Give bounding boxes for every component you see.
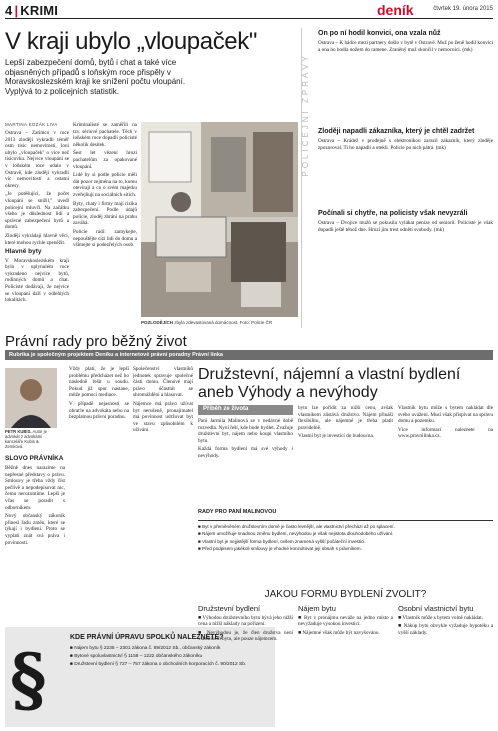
caption-bold: POZLODĚJÍCH xyxy=(141,320,174,325)
brief-text: Ostrava – Krádež v prodejně s elektronikou zarazil zákazník, který zloděje zpozoroval. Ti ho napadli a utekli. Policie po nich pátrá. (mk) xyxy=(318,138,493,151)
paragraph: Ostrava – Zatímco v roce 2013 zloději vykradli téměř osm tisíc nemovitostí, loni ubylo „vloupaček" o více než tisícovku. Nejvíce vloupání se v loňském roce udalo v Ostravě, kde zloději vykradli víc nemovitostí a ostatní okresy. xyxy=(5,130,69,189)
brief-2 xyxy=(318,128,493,151)
author-caption xyxy=(5,429,57,449)
paragraph: Kriminalisté se zaměřili na tzv. sériové pachatele. Těch v loňském roce dopadli policisté několik desítek. xyxy=(73,122,137,148)
author-column-heading: SLOVO PRÁVNÍKA xyxy=(5,455,64,462)
author-photo xyxy=(5,368,57,428)
subheading: Osobní vlastnictví bytu xyxy=(398,604,474,613)
author-name: PETR KUBIS. xyxy=(5,429,32,434)
page-header xyxy=(5,3,493,19)
paragraph: Zloději vykrádají hlavně věci, které mohou rychle zpeněžit. xyxy=(5,232,69,246)
page-number: 4 xyxy=(5,3,13,18)
paragraph: ■ Nájemné však může být navyšováno. xyxy=(298,629,380,636)
brief-title: Počínali si chytře, na policisty však nevyzráli xyxy=(318,210,468,217)
subheading: Družstevní bydlení xyxy=(198,604,261,613)
list-item: ■ Vlastní byt je nejjistější forma bydlení, ovšem znamená vyšší počáteční investici. xyxy=(198,538,366,544)
paragraph: Vlastník bytu může s bytem nakládat dle svého uvážení. Musí však přispívat na správu domu a pozemku. xyxy=(398,405,493,425)
paragraph: Lidé by si podle policie měli dát pozor zejména na to, komu otevírají a co o svém majetku zveřejňují na sociálních sítích. xyxy=(73,172,137,198)
info-box-title: KDE PRÁVNÍ ÚPRAVU SPOLKŮ NALEZNETE? xyxy=(70,634,224,641)
paragraph: Společenství vlastníků jednotek spravuje společné části domu. Členové mají právo účastnit se shromáždění a hlasovat. xyxy=(133,366,193,399)
main-headline: V kraji ubylo „vloupaček" xyxy=(5,28,257,55)
paragraph: bytu lze pořídit za nižší cenu, avšak vlastníkem zůstává družstvo. Nájem přináší flexibilitu, ale nájemné je třeba platit pravidelně. xyxy=(298,405,393,431)
article-column-2 xyxy=(298,405,393,505)
section-name: KRIMI xyxy=(20,3,59,18)
author-column xyxy=(5,465,65,623)
main-column-1 xyxy=(5,130,69,320)
subheading: Hlavně byty xyxy=(5,248,42,256)
paragraph: ■ Výhodou družstevního bytu bývá jeho nižší cena a nižší náklady na pořízení. xyxy=(198,614,293,628)
list-item: ■ Byt v přeměněném družstevním domě je často levnější, ale vlastnictví přechází až po splacení. xyxy=(198,524,395,529)
author-description: Autor je advokát z advokátní kanceláře Kubis & Zemková. xyxy=(5,429,47,449)
brief-text: Ostrava – K hádce mezi partnery došlo v bytě v Ostravě. Muž po ženě hodil konvici a ona ho bodla nožem do ramene. Zraněný muž skončil v nemocnici. (mk) xyxy=(318,40,493,53)
vertical-label: POLICEJNÍ ZPRÁVY xyxy=(301,53,310,177)
pravni-linka-logo xyxy=(10,642,60,712)
paragraph: Každá forma bydlení má své výhody i nevýhody. xyxy=(198,446,293,459)
legal-section-heading: Právní rady pro běžný život xyxy=(5,333,187,350)
brief-title: On po ní hodil konvici, ona vzala nůž xyxy=(318,30,441,37)
forms-column-1 xyxy=(198,604,293,728)
paragraph: Vlastní byt je investicí do budoucna. xyxy=(298,433,375,440)
paragraph: Více informací naleznete na www.pravnilinka.cz. xyxy=(398,426,493,440)
brief-text: Ostrava – Dvojice mužů se pokusila vylákat peníze od seniorů. Policisté je však dopadli ještě téhož dne. Hrozí jim trest odnětí svobody. (mk) xyxy=(318,220,493,233)
paragraph: „Je potěšující, že počet vloupání se snížil," uvedl policejní mluvčí. Na začátku všeho je důslednost lidí a správné zabezpečení bytů a domů. xyxy=(5,191,69,231)
paragraph: Běžně dnes narazíme na nepřesné představy o právu. Smlouvy je třeba vždy číst pečlivě a nepodepisovat nic, čemu nerozumíme. Lepší je včas se poradit s odborníkem. xyxy=(5,465,65,511)
list-item: ■ Družstevní bydlení § 727 – 757 zákona o obchodních korporacích č. 90/2012 Sb. xyxy=(70,662,247,668)
list-item: ■ Nájem umožňuje snadnou změnu bydlení, nevýhodou je však nejistota dlouhodobého užívání. xyxy=(198,531,394,537)
svg-text:§: § xyxy=(10,642,47,712)
brief-1 xyxy=(318,30,493,53)
list-item: ■ Nájem bytu § 2235 – 2301 zákona č. 89/2012 Sb., občanský zákoník xyxy=(70,646,221,651)
article-headline: Družstevní, nájemní a vlastní bydlení aneb Výhody a nevýhody xyxy=(198,366,461,401)
forms-column-3 xyxy=(398,604,493,728)
forms-heading: JAKOU FORMU BYDLENÍ ZVOLIT? xyxy=(264,589,427,600)
paragraph: V případě nejasností se obraťte na advokáta nebo na bezplatnou právní poradnu. xyxy=(69,400,129,421)
legal-column-3 xyxy=(133,366,193,622)
story-label: Příběh ze života xyxy=(198,405,293,415)
paragraph: V Moravskoslezském kraji bylo v uplynulém roce vykradeno nejvíce bytů, rodinných domů a chat. Policisté dodávají, že nejvíce se vloupání daří v odlehlých lokalitách. xyxy=(5,257,69,304)
caption-text: zbyla zdevastovaná domácnost. Foto: Policie ČR xyxy=(174,320,273,325)
list-item: ■ Bytové spoluvlastnictví § 1158 – 1222 občanského zákoníku xyxy=(70,654,203,660)
paragraph: Policie radí: zamykejte, nepouštějte cizí lidi do domu a všímejte si podezřelých osob. xyxy=(73,228,137,249)
legal-column-2 xyxy=(69,366,129,622)
forms-column-2 xyxy=(298,604,393,728)
paragraph: Nový občanský zákoník přinesl řadu změn, které se týkají i bydlení. Proto se vyplatí znát svá práva i povinnosti. xyxy=(5,513,65,546)
main-lead: Lepší zabezpečení domů, bytů i chat a také více objasněných případů s loňským roce přispěly v Moravskoslezském kraji ke snížení počtu vloupání. Vyplývá to z policejních statistik. xyxy=(5,58,186,96)
byline: MARTINA KOZÁK LIVA xyxy=(5,122,58,127)
paragraph: ■ Nevýhodou je, že člen družstva není vlastníkem bytu, ale pouze nájemcem. xyxy=(198,629,293,643)
article-column-3 xyxy=(398,405,493,505)
paragraph: Nájemce má právo užívat byt nerušeně, pronajímatel má povinnost udržovat byt ve stavu způsobilém k užívání. xyxy=(133,400,193,434)
denik-logo: deník xyxy=(377,2,414,18)
article-column-1 xyxy=(198,418,293,506)
issue-date: čtvrtek 19. února 2015 xyxy=(433,6,493,12)
subheading: Nájem bytu xyxy=(298,604,336,613)
advice-list xyxy=(198,520,493,553)
page-section: 4 | KRIMI xyxy=(5,3,59,18)
paragraph: Paní Jarmila Malinová se v nedávné době rozvedla. Nyní řeší, kde bude bydlet. Zvažuje družstevní byt, nájem nebo koupi vlastního bytu. xyxy=(198,418,293,444)
main-column-4 xyxy=(221,270,298,328)
paragraph: Šest let vězení hrozí pachatelům za opakované vloupání. xyxy=(73,150,137,170)
paragraph: Vždy platí, že je lepší problému předcházet než ho následně řešit u soudu. Pokud již spor nastane, může pomoci mediace. xyxy=(69,366,129,399)
brief-title: Zloději napadli zákazníka, který je chtěl zadržet xyxy=(318,128,475,135)
advice-heading: RADY PRO PANÍ MALINOVOU xyxy=(198,509,277,515)
list-item: ■ Před podpisem jakékoli smlouvy je vhodné konzultovat její obsah s právníkem. xyxy=(198,545,362,551)
paragraph: ■ Vlastník může s bytem volně nakládat. xyxy=(398,614,484,621)
paragraph: ■ Byt v pronájmu neváže na jedno místo a nevyžaduje vysokou investici. xyxy=(298,614,393,628)
paragraph: ■ Nákup bytu obvykle vyžaduje hypotéku a vyšší náklady. xyxy=(398,623,493,636)
section-sidebar xyxy=(301,28,313,328)
legal-section-band: Rubrika je společným projektem Deníku a internetové právní poradny Právní linka xyxy=(5,350,493,360)
brief-3 xyxy=(318,210,493,233)
main-column-2 xyxy=(73,122,137,327)
paragraph: Byty, chaty i firmy mají rizika zabezpečení. Podle údajů policie, zloděj zbrání na prahu zaváhá. xyxy=(73,200,137,227)
